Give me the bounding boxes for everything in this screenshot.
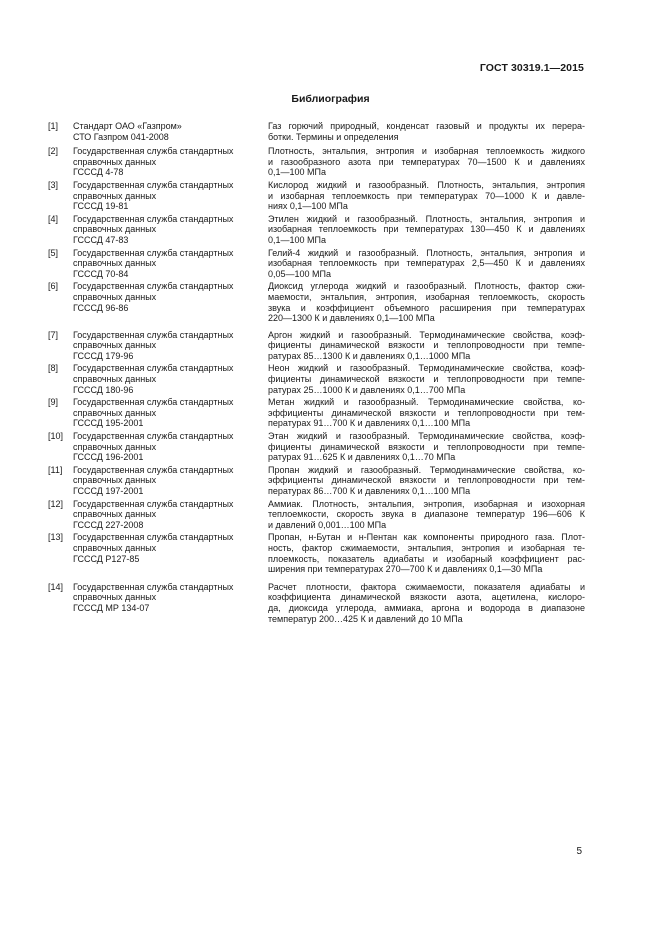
description-line: ниях 0,1—100 МПа bbox=[268, 201, 348, 212]
section-title: Библиография bbox=[291, 93, 370, 105]
bibliography-entry bbox=[48, 363, 585, 395]
source-line: Государственная служба стандартных bbox=[73, 247, 234, 258]
description-line: изобарная теплоемкость при температурах 2,5—450 К и давлениях bbox=[268, 258, 585, 269]
entry-description bbox=[268, 146, 585, 178]
source-line: справочных данных bbox=[73, 542, 157, 553]
source-line: Государственная служба стандартных bbox=[73, 498, 234, 509]
bibliography-entry bbox=[48, 397, 585, 429]
description-line: 0,1—100 МПа bbox=[268, 167, 326, 178]
source-line: справочных данных bbox=[73, 475, 157, 486]
description-line: пературах 91…700 К и давлениях 0,1…100 МПа bbox=[268, 418, 471, 429]
description-line: теплоемкости, скорость звука в диапазоне температур 196—606 К bbox=[268, 509, 585, 520]
entry-source bbox=[73, 363, 268, 395]
source-line: Государственная служба стандартных bbox=[73, 146, 234, 157]
description-line: коэффициента динамической вязкости азота, ацетилена, кислоро- bbox=[268, 592, 585, 603]
source-line: справочных данных bbox=[73, 291, 157, 302]
entry-description bbox=[268, 532, 585, 574]
entry-number: [6] bbox=[48, 281, 59, 292]
source-line: справочных данных bbox=[73, 258, 157, 269]
description-line: Пропан жидкий и газообразный. Термодинамические свойства, ко- bbox=[268, 464, 585, 475]
source-line: ГСССД 180-96 bbox=[73, 384, 134, 395]
page-number: 5 bbox=[576, 846, 582, 857]
entry-source bbox=[73, 499, 268, 531]
description-line: плоемкость, показатель адиабаты и изобарный коэффициент рас- bbox=[268, 553, 585, 564]
entry-number: [7] bbox=[48, 329, 59, 340]
source-line: ГСССД 19-81 bbox=[73, 201, 129, 212]
bibliography-entry bbox=[48, 180, 585, 212]
source-line: ГСССД 179-96 bbox=[73, 350, 134, 361]
source-line: ГСССД 197-2001 bbox=[73, 486, 144, 496]
description-line: 0,05—100 МПа bbox=[268, 268, 332, 279]
description-line: 220—1300 К и давлениях 0,1—100 МПа bbox=[268, 313, 435, 324]
source-line: Государственная служба стандартных bbox=[73, 281, 234, 292]
source-line: справочных данных bbox=[73, 190, 157, 201]
description-line: Расчет плотности, фактора сжимаемости, показателя адиабаты и bbox=[268, 581, 585, 592]
description-line: Аммиак. Плотность, энтальпия, энтропия, изобарная и изохорная bbox=[268, 498, 585, 509]
source-line: ГСССД Р127-85 bbox=[73, 553, 140, 564]
source-line: ГСССД 96-86 bbox=[73, 302, 129, 313]
description-line: ширения при температурах 270—700 К и давлениях 0,1—30 МПа bbox=[268, 564, 543, 575]
entry-description bbox=[268, 180, 585, 212]
description-line: эффициенты динамической вязкости и теплопроводности при тем- bbox=[268, 475, 585, 486]
description-line: фициенты динамической вязкости и теплопроводности при темпе- bbox=[268, 374, 585, 385]
source-line: Государственная служба стандартных bbox=[73, 581, 234, 592]
source-line: ГСССД 47-83 bbox=[73, 234, 129, 245]
entry-source bbox=[73, 146, 268, 178]
entry-number: [1] bbox=[48, 121, 59, 131]
entry-description bbox=[268, 330, 585, 362]
description-line: и давлений 0,001…100 МПа bbox=[268, 519, 387, 530]
entry-number: [12] bbox=[48, 498, 64, 509]
source-line: Государственная служба стандартных bbox=[73, 329, 234, 340]
description-line: Диоксид углерода жидкий и газообразный. Плотность, фактор сжи- bbox=[268, 281, 585, 292]
entry-description bbox=[268, 397, 585, 429]
source-line: СТО Газпром 041-2008 bbox=[73, 131, 169, 142]
entry-number: [8] bbox=[48, 363, 59, 374]
source-line: ГСССД МР 134-07 bbox=[73, 602, 150, 613]
source-line: справочных данных bbox=[73, 509, 157, 520]
description-line: температур 200…425 К и давлений до 10 МПа bbox=[268, 613, 463, 624]
entry-number: [4] bbox=[48, 213, 59, 224]
entry-description bbox=[268, 281, 585, 323]
source-line: справочных данных bbox=[73, 592, 157, 603]
entry-source bbox=[73, 281, 268, 323]
source-line: Государственная служба стандартных bbox=[73, 397, 234, 408]
entry-description bbox=[268, 431, 585, 463]
document-code: ГОСТ 30319.1—2015 bbox=[479, 62, 584, 74]
entry-source bbox=[73, 214, 268, 246]
entry-source bbox=[73, 330, 268, 362]
description-line: эффициенты динамической вязкости и теплопроводности при тем- bbox=[268, 407, 585, 418]
bibliography-entry bbox=[48, 499, 585, 531]
bibliography-entry bbox=[48, 214, 585, 246]
entry-description bbox=[268, 499, 585, 531]
description-line: и изобарная теплоемкость при температурах 70—1000 К и давле- bbox=[268, 190, 585, 201]
entry-source bbox=[73, 248, 268, 280]
description-line: Этилен жидкий и газообразный. Плотность, энтальпия, энтропия и bbox=[268, 213, 585, 224]
entry-source bbox=[73, 431, 268, 463]
entry-description bbox=[268, 363, 585, 395]
bibliography-entry bbox=[48, 465, 585, 497]
entry-number: [9] bbox=[48, 397, 59, 408]
entry-source bbox=[73, 397, 268, 429]
entry-description bbox=[268, 121, 585, 142]
entry-number: [14] bbox=[48, 581, 64, 592]
entry-source bbox=[73, 180, 268, 212]
entry-number: [10] bbox=[48, 431, 64, 442]
entry-source bbox=[73, 121, 268, 142]
entry-source bbox=[73, 532, 268, 574]
source-line: справочных данных bbox=[73, 340, 157, 351]
entry-description bbox=[268, 465, 585, 497]
description-line: пературах 86…700 К и давлениях 0,1…100 МПа bbox=[268, 486, 471, 496]
bibliography-entry bbox=[48, 330, 585, 362]
source-line: Государственная служба стандартных bbox=[73, 213, 234, 224]
entry-number: [11] bbox=[48, 464, 63, 475]
bibliography-list bbox=[48, 121, 585, 624]
source-line: ГСССД 195-2001 bbox=[73, 418, 144, 429]
description-line: Неон жидкий и газообразный. Термодинамические свойства, коэф- bbox=[268, 363, 585, 374]
source-line: справочных данных bbox=[73, 407, 157, 418]
description-line: маемости, энтальпия, энтропия, изобарная теплоемкость, скорость bbox=[268, 291, 585, 302]
source-line: ГСССД 196-2001 bbox=[73, 452, 144, 463]
source-line: справочных данных bbox=[73, 224, 157, 235]
entry-description bbox=[268, 248, 585, 280]
description-line: Газ горючий природный, конденсат газовый и продукты их перера- bbox=[268, 121, 585, 131]
entry-description bbox=[268, 582, 585, 624]
description-line: фициенты динамической вязкости и теплопроводности при темпе- bbox=[268, 441, 585, 452]
bibliography-entry bbox=[48, 121, 585, 142]
source-line: справочных данных bbox=[73, 156, 157, 167]
bibliography-entry bbox=[48, 248, 585, 280]
source-line: Стандарт ОАО «Газпром» bbox=[73, 121, 182, 131]
description-line: Аргон жидкий и газообразный. Термодинамические свойства, коэф- bbox=[268, 329, 585, 340]
source-line: ГСССД 70-84 bbox=[73, 268, 129, 279]
description-line: ность, фактор сжимаемости, энтальпия, энтропия и изобарная те- bbox=[268, 542, 585, 553]
description-line: 0,1—100 МПа bbox=[268, 234, 326, 245]
entry-description bbox=[268, 214, 585, 246]
description-line: Метан жидкий и газообразный. Термодинамические свойства, ко- bbox=[268, 397, 585, 408]
description-line: Пропан, н-Бутан и н-Пентан как компоненты природного газа. Плот- bbox=[268, 532, 585, 543]
bibliography-entry bbox=[48, 431, 585, 463]
bibliography-entry bbox=[48, 281, 585, 323]
description-line: ратурах 85…1300 К и давлениях 0,1…1000 МПа bbox=[268, 350, 471, 361]
source-line: справочных данных bbox=[73, 441, 157, 452]
entry-source bbox=[73, 465, 268, 497]
description-line: Плотность, энтальпия, энтропия и изобарная теплоемкость жидкого bbox=[268, 146, 585, 157]
source-line: ГСССД 4-78 bbox=[73, 167, 124, 178]
entry-number: [2] bbox=[48, 146, 59, 157]
description-line: ботки. Термины и определения bbox=[268, 131, 399, 142]
source-line: Государственная служба стандартных bbox=[73, 532, 234, 543]
description-line: фициенты динамической вязкости и теплопроводности при темпе- bbox=[268, 340, 585, 351]
description-line: да, диоксида углерода, аммиака, аргона и водорода в диапазоне bbox=[268, 602, 585, 613]
source-line: ГСССД 227-2008 bbox=[73, 519, 144, 530]
source-line: Государственная служба стандартных bbox=[73, 179, 234, 190]
bibliography-entry bbox=[48, 532, 585, 574]
bibliography-entry bbox=[48, 582, 585, 624]
description-line: Этан жидкий и газообразный. Термодинамические свойства, коэф- bbox=[268, 431, 585, 442]
bibliography-entry bbox=[48, 146, 585, 178]
description-line: ратурах 91…625 К и давлениях 0,1…70 МПа bbox=[268, 452, 456, 463]
entry-source bbox=[73, 582, 268, 624]
description-line: и газообразного азота при температурах 70—1500 К и давлениях bbox=[268, 156, 585, 167]
entry-number: [5] bbox=[48, 247, 59, 258]
description-line: ратурах 25…1000 К и давлениях 0,1…700 МПа bbox=[268, 384, 466, 395]
description-line: Гелий-4 жидкий и газообразный. Плотность, энтальпия, энтропия и bbox=[268, 247, 585, 258]
source-line: Государственная служба стандартных bbox=[73, 431, 234, 442]
source-line: Государственная служба стандартных bbox=[73, 363, 234, 374]
description-line: Кислород жидкий и газообразный. Плотность, энтальпия, энтропия bbox=[268, 179, 585, 190]
entry-number: [13] bbox=[48, 532, 64, 543]
description-line: изобарная теплоемкость при температурах 130—450 К и давлениях bbox=[268, 224, 585, 235]
source-line: Государственная служба стандартных bbox=[73, 464, 234, 475]
source-line: справочных данных bbox=[73, 374, 157, 385]
description-line: звука и коэффициент объемного расширения при температурах bbox=[268, 302, 585, 313]
entry-number: [3] bbox=[48, 179, 59, 190]
